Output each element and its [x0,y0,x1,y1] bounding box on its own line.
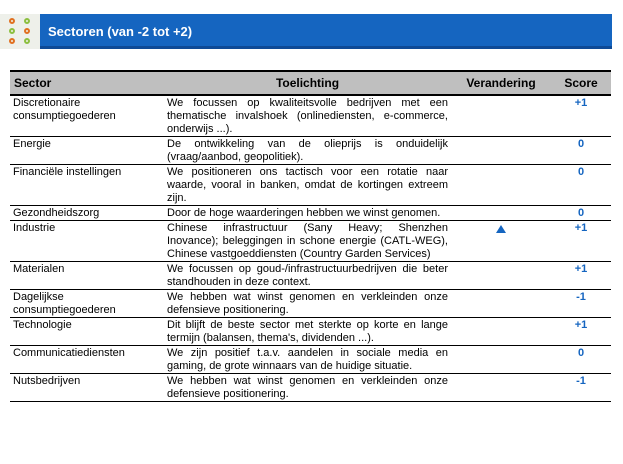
sector-cell: Nutsbedrijven [10,374,164,402]
toelichting-cell: Chinese infrastructuur (Sany Heavy; Shenzhen Inovance); beleggingen in schone energie (CATL-WEG), Chinese vastgoeddiensten (Country Garden Services) [164,221,451,262]
sector-cell: Gezondheidszorg [10,206,164,221]
dot [24,38,30,44]
table-row [10,290,611,318]
table-row [10,346,611,374]
page-header [0,14,612,49]
table-row [10,206,611,221]
title-bar [40,14,612,49]
toelichting-cell: We positioneren ons tactisch voor een rotatie naar waarde, vooral in banken, omdat de kortingen extreem zijn. [164,165,451,206]
table-header-row [10,71,611,95]
dots-grid-icon [9,18,15,24]
triangle-up-icon [496,225,506,233]
score-cell: 0 [551,137,611,165]
dot [9,28,15,34]
table-row [10,165,611,206]
toelichting-cell: We hebben wat winst genomen en verkleinden onze defensieve positionering. [164,290,451,318]
table-row [10,221,611,262]
table-row [10,318,611,346]
score-cell: +1 [551,221,611,262]
verandering-cell [451,95,551,137]
toelichting-cell: We zijn positief t.a.v. aandelen in sociale media en gaming, de grote winnaars van de huidige situatie. [164,346,451,374]
verandering-cell [451,137,551,165]
score-cell: +1 [551,262,611,290]
score-cell: 0 [551,165,611,206]
dot [24,18,30,24]
page-title: Sectoren (van -2 tot +2) [48,24,193,39]
sector-cell: Energie [10,137,164,165]
dot [24,28,30,34]
sector-cell: Financiële instellingen [10,165,164,206]
column-header-score: Score [551,71,611,95]
sectors-table [10,70,611,402]
score-cell: 0 [551,346,611,374]
dot [9,38,15,44]
verandering-cell [451,206,551,221]
toelichting-cell: We focussen op kwaliteitsvolle bedrijven met een thematische invalshoek (onlinediensten, e-commerce, onderwijs ...). [164,95,451,137]
sector-cell: Materialen [10,262,164,290]
verandering-cell [451,221,551,262]
table-row [10,262,611,290]
verandering-cell [451,374,551,402]
logo [0,14,40,49]
verandering-cell [451,262,551,290]
sector-cell: Technologie [10,318,164,346]
toelichting-cell: We hebben wat winst genomen en verkleinden onze defensieve positionering. [164,374,451,402]
score-cell: 0 [551,206,611,221]
toelichting-cell: Dit blijft de beste sector met sterkte op korte en lange termijn (balansen, thema's, dividenden ...). [164,318,451,346]
score-cell: +1 [551,95,611,137]
sector-cell: Discretionaire consumptiegoederen [10,95,164,137]
column-header-toelichting: Toelichting [164,71,451,95]
verandering-cell [451,290,551,318]
sector-cell: Dagelijkse consumptiegoederen [10,290,164,318]
score-cell: -1 [551,374,611,402]
column-header-verandering: Verandering [451,71,551,95]
score-cell: +1 [551,318,611,346]
toelichting-cell: De ontwikkeling van de olieprijs is onduidelijk (vraag/aanbod, geopolitiek). [164,137,451,165]
sector-cell: Industrie [10,221,164,262]
verandering-cell [451,318,551,346]
score-cell: -1 [551,290,611,318]
column-header-sector: Sector [10,71,164,95]
toelichting-cell: Door de hoge waarderingen hebben we winst genomen. [164,206,451,221]
verandering-cell [451,346,551,374]
toelichting-cell: We focussen op goud-/infrastructuurbedrijven die beter standhouden in deze context. [164,262,451,290]
table-row [10,95,611,137]
sector-cell: Communicatiediensten [10,346,164,374]
table-row [10,137,611,165]
table-row [10,374,611,402]
verandering-cell [451,165,551,206]
